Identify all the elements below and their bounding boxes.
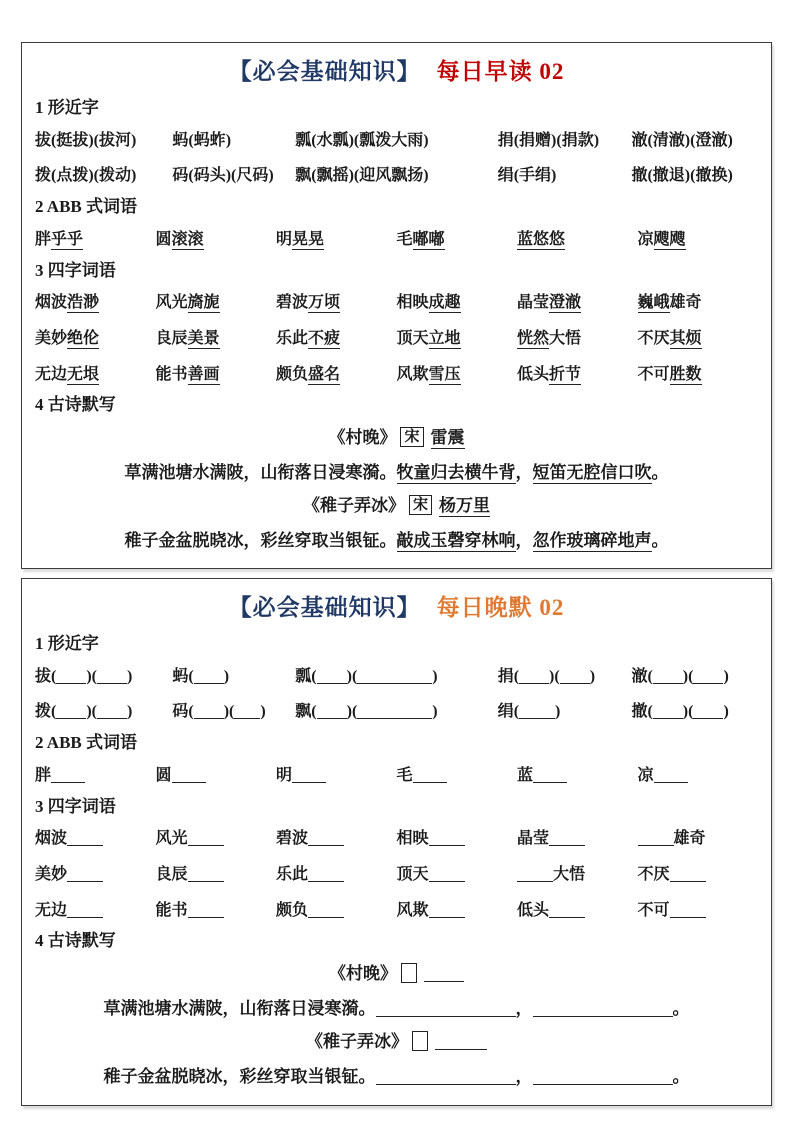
underlined-text: 雷震 [430,428,465,448]
grid-cell [498,130,632,152]
blank-line [638,843,674,846]
blank-line [188,879,224,882]
word-grid [35,666,758,723]
underlined-text: 成趣 [428,294,461,312]
poem-text-line [35,530,758,553]
underlined-text: 立地 [428,330,461,348]
text-segment: 顶天 [396,330,429,348]
text-segment: 《稚子弄冰》 [302,496,405,516]
blank-line [429,879,465,882]
grid-cell [498,165,632,187]
text-segment: 飘(飘摇)(迎风飘扬) [295,167,429,185]
grid-cell [517,900,638,922]
text-segment: ， [515,531,533,551]
text-segment: 。 [651,463,669,483]
grid-cell [638,229,759,251]
text-segment: 澈( [631,667,653,685]
grid-cell [172,701,295,723]
grid-cell [156,292,277,314]
blank-line [357,716,432,719]
text-segment: 绢(手绢) [497,167,557,185]
text-segment: 拔( [35,667,57,685]
text-segment: )( [682,703,694,721]
text-segment: 美妙 [35,330,68,348]
blank-line [67,879,103,882]
blank-line [376,1082,516,1085]
text-segment: 晶莹 [517,830,550,848]
grid-cell [276,900,397,922]
underlined-text: 美景 [187,330,220,348]
blank-line [292,780,326,783]
grid-cell [276,364,397,386]
blank-line [234,716,260,719]
poem-title-line [35,1031,758,1054]
evening-section [21,578,772,1106]
grid-cell [172,666,295,688]
text-segment: 蚂(蚂蚱) [172,131,232,149]
grid-cell [517,765,638,787]
grid-cell [35,292,156,314]
blank-line [172,780,206,783]
poem-title-line [35,427,758,450]
blank-line [670,915,706,918]
text-segment: 顶天 [396,866,429,884]
grid-cell [638,364,759,386]
underlined-text: 嘟嘟 [412,230,445,248]
blank-line [357,681,432,684]
part-label: 2 ABB 式词语 [35,197,138,217]
blank-line [194,716,224,719]
text-segment: 捐(捐赠)(捐款) [497,131,600,149]
grid-cell [35,364,156,386]
blank-line [67,915,103,918]
text-segment: 毛 [396,230,413,248]
underlined-text: 澄澈 [549,294,582,312]
text-segment: 明 [276,230,293,248]
text-segment: )( [86,667,97,685]
grid-cell [35,864,156,886]
grid-cell [517,828,638,850]
text-segment: 良辰 [155,866,188,884]
text-segment: 拨(点拨)(拨动) [35,167,137,185]
underlined-text: 浩渺 [67,294,100,312]
text-segment: 相映 [396,294,429,312]
text-segment: 乐此 [276,330,309,348]
text-segment: ) [723,667,729,685]
underlined-text: 善画 [187,365,220,383]
grid-cell [172,165,295,187]
empty-dynasty-box [401,963,417,983]
part-label: 3 四字词语 [35,796,116,816]
header-series-title: 【必会基础知识】 [228,595,421,620]
grid-cell [35,229,156,251]
text-segment: 圆 [155,766,172,784]
underlined-text: 旖旎 [187,294,220,312]
text-segment: 拨( [35,703,57,721]
text-segment: 。 [672,1067,690,1087]
word-grid [35,229,758,251]
blank-line [653,681,683,684]
part-label: 2 ABB 式词语 [35,733,138,753]
underlined-text: 杨万里 [439,496,490,516]
blank-line [435,1047,487,1050]
text-segment: 绢( [497,703,520,721]
grid-cell [35,765,156,787]
header-daily-title: 每日晚默 02 [436,595,565,620]
word-grid [35,828,758,921]
text-segment: 无边 [35,365,68,383]
text-segment: 撤( [631,703,653,721]
grid-cell [517,864,638,886]
text-segment: ) [723,703,729,721]
grid-cell [638,328,759,350]
grid-cell [35,130,172,152]
blank-line [413,780,447,783]
blank-line [693,716,723,719]
grid-cell [397,292,518,314]
text-segment: 捐( [497,667,520,685]
dynasty-box: 宋 [409,495,432,515]
text-segment: 风欺 [396,901,429,919]
text-segment: 无边 [35,901,68,919]
text-segment: ， [515,999,533,1019]
underlined-text: 短笛无腔信口吹 [532,463,652,483]
grid-cell [156,900,277,922]
blank-line [533,1014,673,1017]
text-segment: 胖 [35,766,52,784]
text-segment: 不厌 [637,866,670,884]
grid-cell [397,229,518,251]
text-segment: 瓢( [295,667,317,685]
grid-cell [35,701,172,723]
text-segment: 低头 [517,365,550,383]
blank-line [429,915,465,918]
grid-cell [397,328,518,350]
grid-cell [631,666,758,688]
grid-cell [517,328,638,350]
part-label: 3 四字词语 [35,260,116,280]
grid-cell [631,130,758,152]
grid-cell [276,828,397,850]
grid-cell [35,666,172,688]
text-segment: 《稚子弄冰》 [306,1032,408,1052]
text-segment: 晶莹 [517,294,550,312]
text-segment: ) [223,667,230,685]
grid-cell [498,701,632,723]
grid-cell [35,828,156,850]
text-segment: 颇负 [276,365,309,383]
underlined-text: 胜数 [669,365,702,383]
text-segment: 澈(清澈)(澄澈) [631,131,733,149]
part-label: 4 古诗默写 [35,395,116,415]
grid-cell [498,666,632,688]
text-segment: 碧波 [276,830,309,848]
text-segment: 烟波 [35,294,68,312]
underlined-text: 绝伦 [67,330,100,348]
text-segment: 颇负 [276,901,309,919]
grid-cell [295,165,497,187]
text-segment: 拔(挺拔)(拔河) [35,131,137,149]
grid-cell [295,701,497,723]
underlined-text: 万顷 [308,294,341,312]
text-segment: ) [589,667,596,685]
blank-line [188,915,224,918]
underlined-text: 巍峨 [637,294,670,312]
text-segment: ) [555,703,561,721]
underlined-text: 恍然 [517,330,550,348]
underlined-text: 滚滚 [171,230,204,248]
text-segment: 相映 [396,830,429,848]
grid-cell [638,292,759,314]
grid-cell [397,765,518,787]
blank-line [549,843,585,846]
text-segment: ， [515,1067,533,1087]
blank-line [654,780,688,783]
blank-line [317,681,347,684]
blank-line [549,915,585,918]
text-segment: 能书 [155,901,188,919]
poem-title-line [35,963,758,986]
header-series-title: 【必会基础知识】 [228,59,421,84]
text-segment: )( [223,703,235,721]
blank-line [519,716,555,719]
grid-cell [517,292,638,314]
grid-cell [35,328,156,350]
poem-text-line [35,462,758,485]
text-segment: 《村晚》 [329,964,397,984]
text-segment: )( [682,667,694,685]
text-segment: ) [432,703,438,721]
part-label: 1 形近字 [35,633,99,653]
underlined-text: 不疲 [308,330,341,348]
grid-cell [276,292,397,314]
grid-cell [397,828,518,850]
blank-line [67,843,103,846]
header-daily-title: 每日早读 02 [436,59,565,84]
blank-line [376,1014,516,1017]
text-segment: 《村晚》 [328,428,397,448]
blank-line [308,843,344,846]
text-segment: 明 [276,766,293,784]
poem-title-line [35,495,758,518]
text-segment: 碧波 [276,294,309,312]
text-segment: ， [515,463,533,483]
grid-cell [156,828,277,850]
blank-line [429,843,465,846]
blank-line [653,716,683,719]
text-segment: 大悟 [553,866,586,884]
underlined-text: 牧童归去横牛背 [396,463,516,483]
blank-line [533,780,567,783]
text-segment: 圆 [155,230,172,248]
underlined-text: 乎乎 [51,230,84,248]
text-segment: 草满池塘水满陂，山衔落日浸寒漪。 [124,463,397,483]
grid-cell [638,765,759,787]
section-body [35,633,758,1089]
text-segment: 撤(撤退)(撤换) [631,167,733,185]
underlined-text: 折节 [549,365,582,383]
word-grid [35,292,758,385]
grid-cell [35,900,156,922]
grid-cell [156,364,277,386]
grid-cell [397,864,518,886]
blank-line [670,879,706,882]
section-header [35,593,758,623]
text-segment: 瓢(水瓢)(瓢泼大雨) [295,131,429,149]
morning-section [21,42,772,569]
grid-cell [35,165,172,187]
blank-line [56,681,86,684]
grid-cell [156,229,277,251]
blank-line [97,681,127,684]
blank-line [517,879,553,882]
text-segment: 烟波 [35,830,68,848]
underlined-text: 蓝悠悠 [517,230,566,248]
grid-cell [295,666,497,688]
text-segment: 稚子金盆脱晓冰，彩丝穿取当银钲。 [124,531,397,551]
text-segment: 乐此 [276,866,309,884]
text-segment: 飘( [295,703,317,721]
part-label: 1 形近字 [35,97,99,117]
blank-line [560,681,590,684]
text-segment: 码(码头)(尺码) [172,167,274,185]
grid-cell [172,130,295,152]
poem-text-line [35,1066,758,1089]
text-segment: 风光 [155,830,188,848]
empty-dynasty-box [412,1031,428,1051]
grid-cell [156,864,277,886]
blank-line [188,843,224,846]
grid-cell [276,864,397,886]
text-segment: 风光 [155,294,188,312]
text-segment: ) [127,703,133,721]
text-segment: ) [432,667,438,685]
text-segment: 毛 [396,766,413,784]
word-grid [35,130,758,187]
underlined-text: 敲成玉磬穿林响 [396,531,516,551]
blank-line [308,879,344,882]
grid-cell [631,701,758,723]
grid-cell [638,900,759,922]
underlined-text: 飕飕 [653,230,686,248]
blank-line [194,681,224,684]
underlined-text: 忽作玻璃碎地声 [532,531,652,551]
text-segment: 不可 [637,901,670,919]
text-segment: 美妙 [35,866,68,884]
text-segment: 稚子金盆脱晓冰，彩丝穿取当银钲。 [103,1067,376,1087]
dynasty-box: 宋 [400,427,423,447]
grid-cell [276,328,397,350]
section-body [35,97,758,553]
blank-line [51,780,85,783]
word-grid [35,765,758,787]
blank-line [533,1082,673,1085]
text-segment: 蚂( [172,667,194,685]
poem-text-line [35,998,758,1021]
text-segment: 大悟 [549,330,582,348]
text-segment: 凉 [637,766,654,784]
text-segment: 蓝 [517,766,534,784]
grid-cell [397,900,518,922]
text-segment: )( [86,703,97,721]
text-segment: 不可 [637,365,670,383]
underlined-text: 其烦 [669,330,702,348]
text-segment: ) [127,667,133,685]
text-segment: 草满池塘水满陂，山衔落日浸寒漪。 [103,999,376,1019]
text-segment: 低头 [517,901,550,919]
text-segment: 风欺 [396,365,429,383]
text-segment: 不厌 [637,330,670,348]
grid-cell [631,165,758,187]
text-segment: 。 [672,999,690,1019]
blank-line [519,681,549,684]
text-segment: 雄奇 [669,294,702,312]
text-segment: )( [346,703,358,721]
text-segment: 雄奇 [673,830,706,848]
blank-line [56,716,86,719]
blank-line [97,716,127,719]
text-segment: 良辰 [155,330,188,348]
underlined-text: 雪压 [428,365,461,383]
text-segment: 胖 [35,230,52,248]
blank-line [308,915,344,918]
blank-line [317,716,347,719]
grid-cell [397,364,518,386]
grid-cell [517,364,638,386]
text-segment: ) [260,703,266,721]
part-label: 4 古诗默写 [35,931,116,951]
grid-cell [156,328,277,350]
text-segment: 码( [172,703,194,721]
text-segment: )( [346,667,358,685]
blank-line [424,979,464,982]
grid-cell [276,765,397,787]
grid-cell [156,765,277,787]
blank-line [693,681,723,684]
grid-cell [517,229,638,251]
text-segment: 凉 [637,230,654,248]
underlined-text: 无垠 [67,365,100,383]
section-header [35,57,758,87]
grid-cell [295,130,497,152]
text-segment: 。 [651,531,669,551]
grid-cell [638,864,759,886]
underlined-text: 晃晃 [292,230,325,248]
text-segment: 能书 [155,365,188,383]
grid-cell [276,229,397,251]
grid-cell [638,828,759,850]
text-segment: )( [549,667,560,685]
underlined-text: 盛名 [308,365,341,383]
